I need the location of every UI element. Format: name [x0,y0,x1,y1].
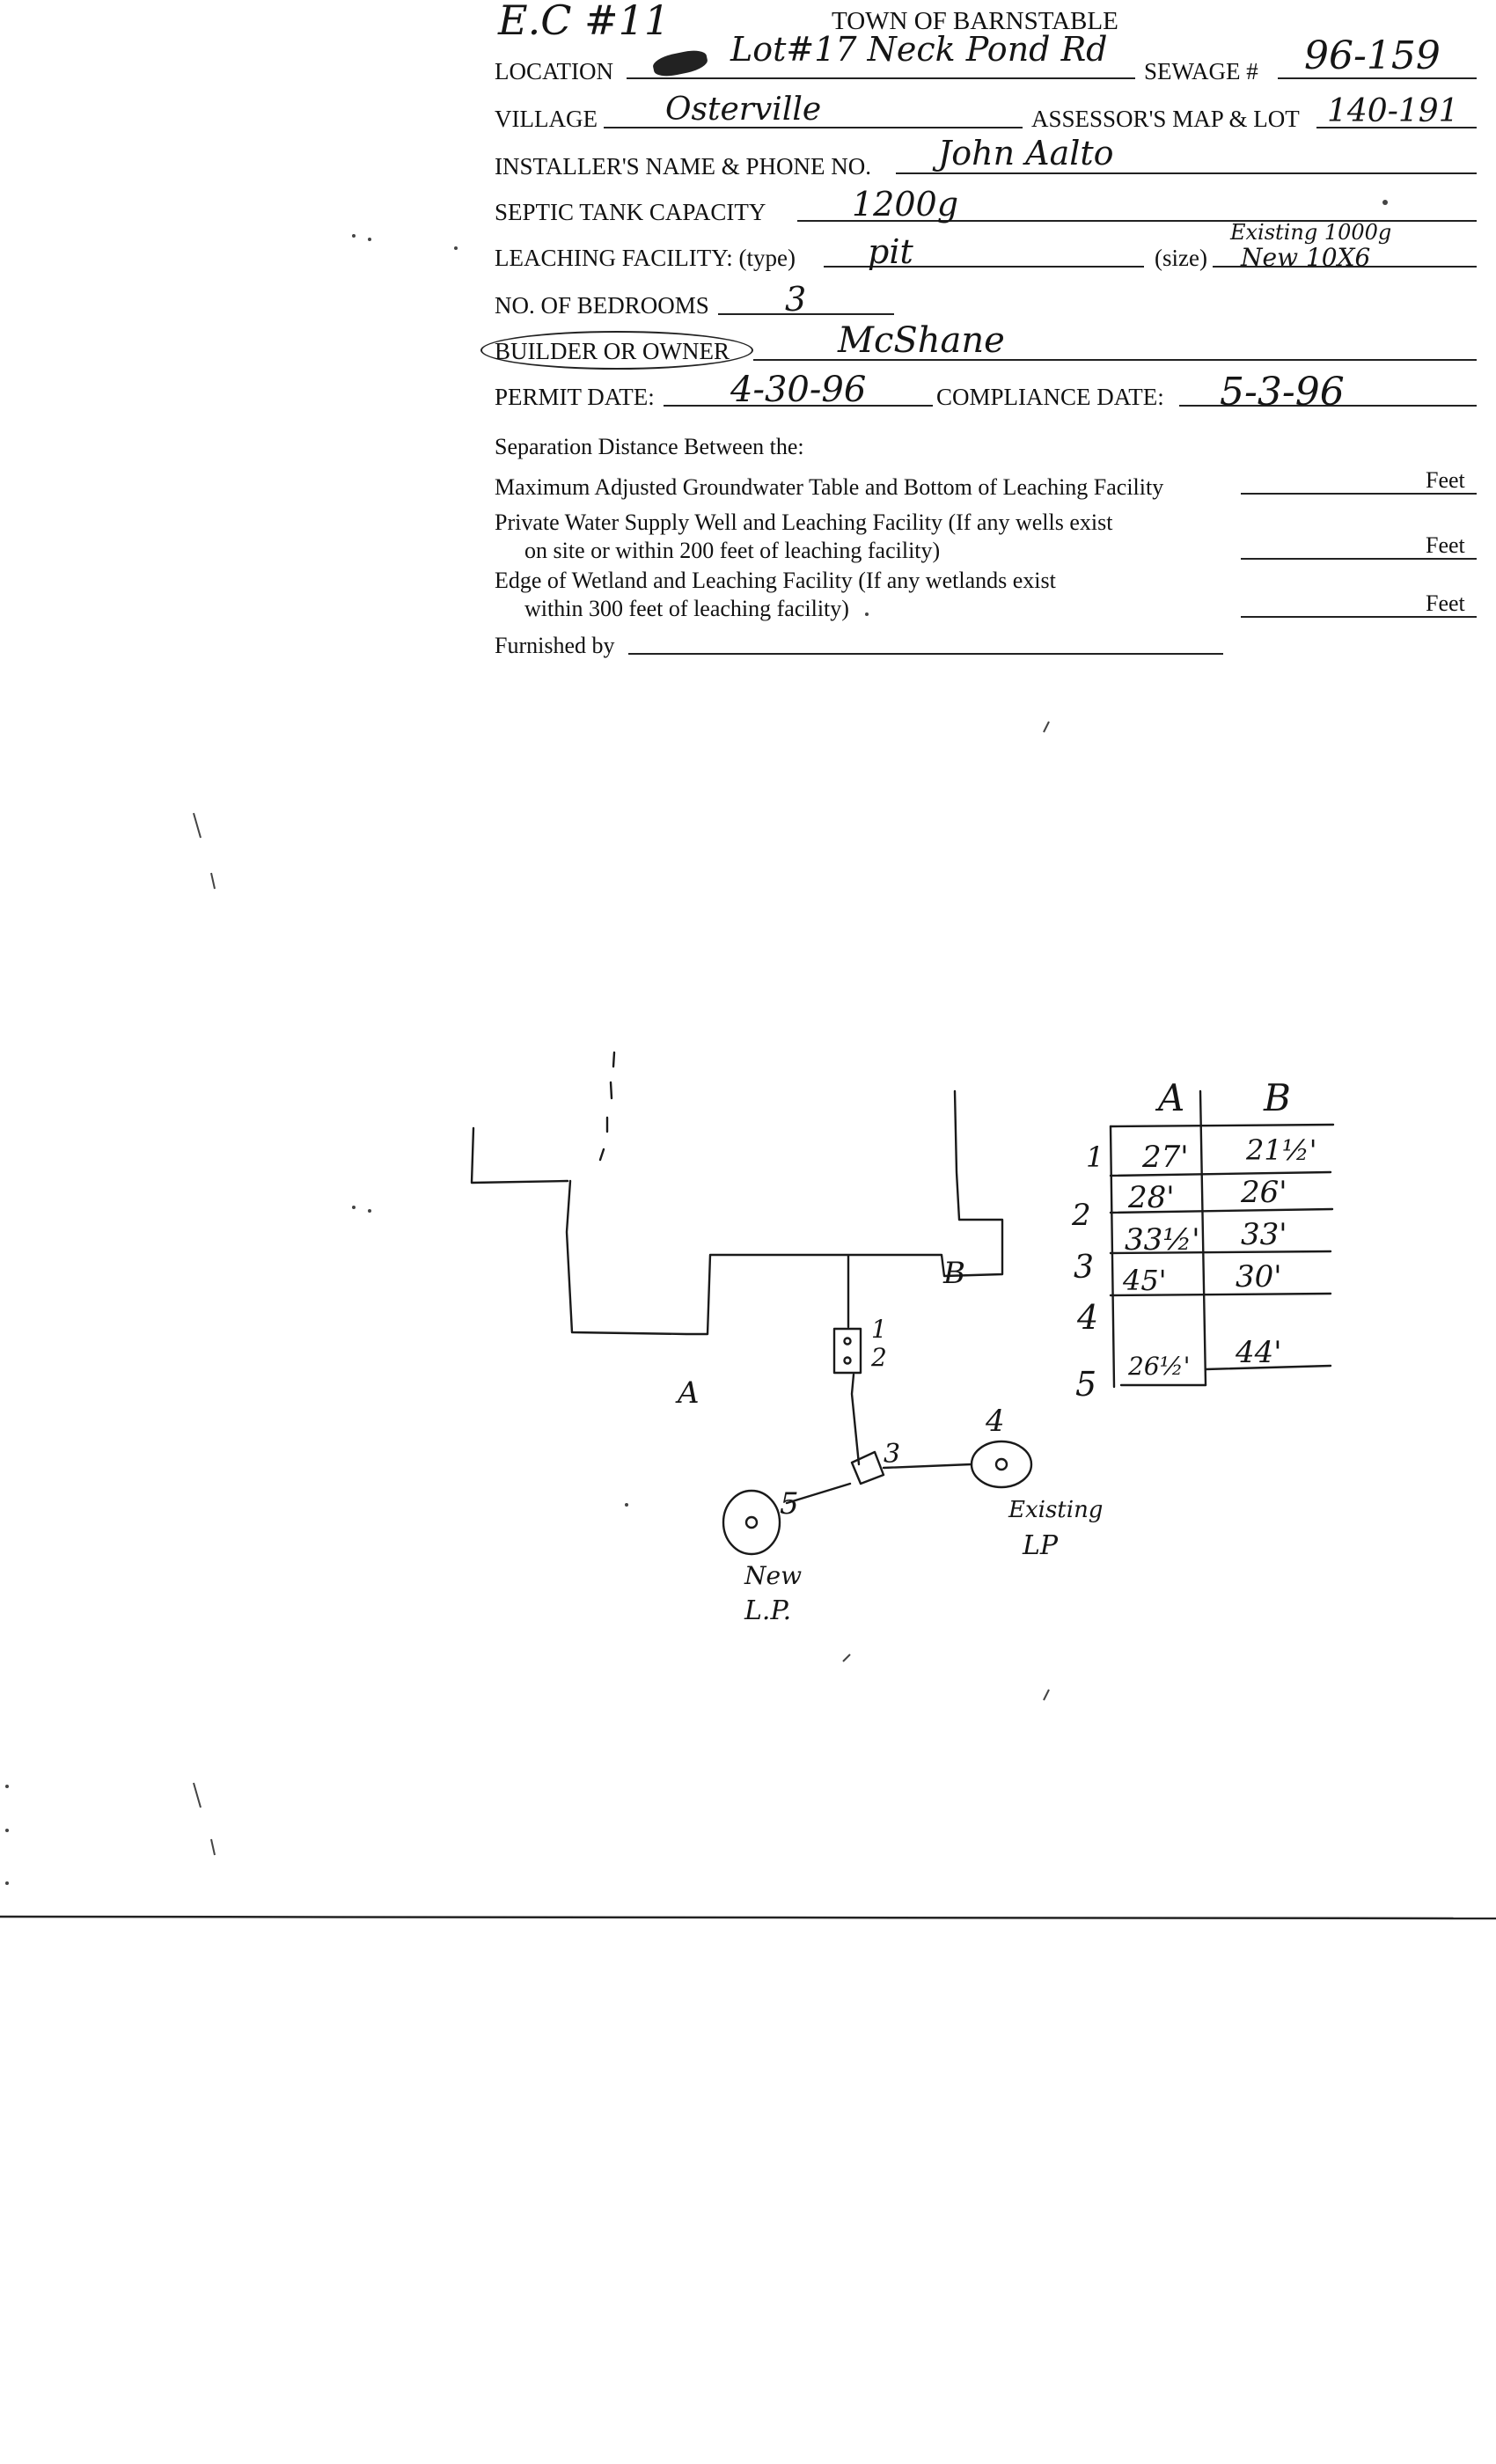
tank-label: SEPTIC TANK CAPACITY [495,199,766,225]
sketch-point-4: 4 [986,1404,1005,1439]
table-row-number: 1 [1086,1140,1104,1174]
owner-label: BUILDER OR OWNER [495,338,730,364]
table-cell-b: 21½' [1246,1133,1317,1167]
table-cell-b: 30' [1236,1259,1282,1294]
separation-row-groundwater: Maximum Adjusted Groundwater Table and Bottom of Leaching Facility [495,474,1164,500]
feet-unit-2: Feet [1426,532,1465,558]
installer-label: INSTALLER'S NAME & PHONE NO. [495,153,871,180]
location-label: LOCATION [495,58,613,84]
separation-row-well-b: on site or within 200 feet of leaching facility) [524,538,941,563]
size-new[interactable]: New 10X6 [1241,243,1371,272]
table-cell-a: 27' [1142,1140,1189,1175]
table-cell-a: 26½' [1128,1352,1191,1381]
separation-row-wetland-a: Edge of Wetland and Leaching Facility (If any wetlands exist [495,568,1056,593]
sketch-corner-b: B [943,1256,965,1291]
installer-value[interactable]: John Aalto [938,134,1114,172]
sewage-label: SEWAGE # [1144,58,1258,84]
table-header-a: A [1158,1076,1185,1119]
sketch-point-5: 5 [780,1486,799,1522]
owner-value[interactable]: McShane [838,320,1005,361]
furnished-label: Furnished by [495,633,615,658]
size-existing[interactable]: Existing 1000g [1230,220,1392,245]
existing-lp-label-1: Existing [1008,1497,1104,1523]
tank-value[interactable]: 1200g [852,185,959,224]
table-row-number: 5 [1075,1365,1097,1404]
bedrooms-value[interactable]: 3 [785,280,807,319]
table-cell-b: 26' [1241,1175,1287,1210]
table-row-number: 4 [1077,1298,1099,1337]
sewage-value[interactable]: 96-159 [1304,33,1441,78]
table-cell-a: 28' [1128,1180,1175,1215]
permit-value[interactable]: 4-30-96 [730,370,867,410]
bedrooms-label: NO. OF BEDROOMS [495,292,709,319]
assessor-value[interactable]: 140-191 [1327,93,1459,129]
town-title: TOWN OF BARNSTABLE [832,7,1118,35]
table-cell-b: 44' [1236,1335,1282,1370]
file-note: E.C #11 [498,0,671,44]
village-value[interactable]: Osterville [665,92,822,128]
table-row-number: 3 [1074,1250,1094,1286]
sketch-point-2: 2 [871,1343,887,1372]
leaching-value[interactable]: pit [868,232,913,271]
compliance-value[interactable]: 5-3-96 [1220,370,1345,414]
sketch-corner-a: A [678,1375,700,1411]
table-row-number: 2 [1072,1198,1091,1233]
feet-unit-1: Feet [1426,467,1465,493]
leaching-label: LEACHING FACILITY: (type) [495,245,796,271]
feet-unit-3: Feet [1426,590,1465,616]
village-label: VILLAGE [495,106,598,132]
compliance-label: COMPLIANCE DATE: [936,384,1164,410]
new-lp-label-1: New [744,1561,803,1590]
table-cell-a: 45' [1123,1264,1167,1297]
permit-label: PERMIT DATE: [495,384,655,410]
new-lp-label-2: L.P. [744,1595,792,1626]
table-cell-a: 33½' [1125,1222,1200,1258]
size-label: (size) [1155,245,1207,271]
table-cell-b: 33' [1241,1217,1287,1252]
assessor-label: ASSESSOR'S MAP & LOT [1031,106,1300,132]
sketch-point-1: 1 [871,1315,887,1344]
table-header-b: B [1264,1076,1291,1119]
existing-lp-label-2: LP [1023,1530,1059,1561]
sketch-point-3: 3 [884,1439,901,1470]
separation-row-wetland-b: within 300 feet of leaching facility) [524,596,849,621]
location-value[interactable]: Lot#17 Neck Pond Rd [730,30,1108,69]
separation-row-well-a: Private Water Supply Well and Leaching Facility (If any wells exist [495,510,1113,535]
separation-heading: Separation Distance Between the: [495,434,804,459]
